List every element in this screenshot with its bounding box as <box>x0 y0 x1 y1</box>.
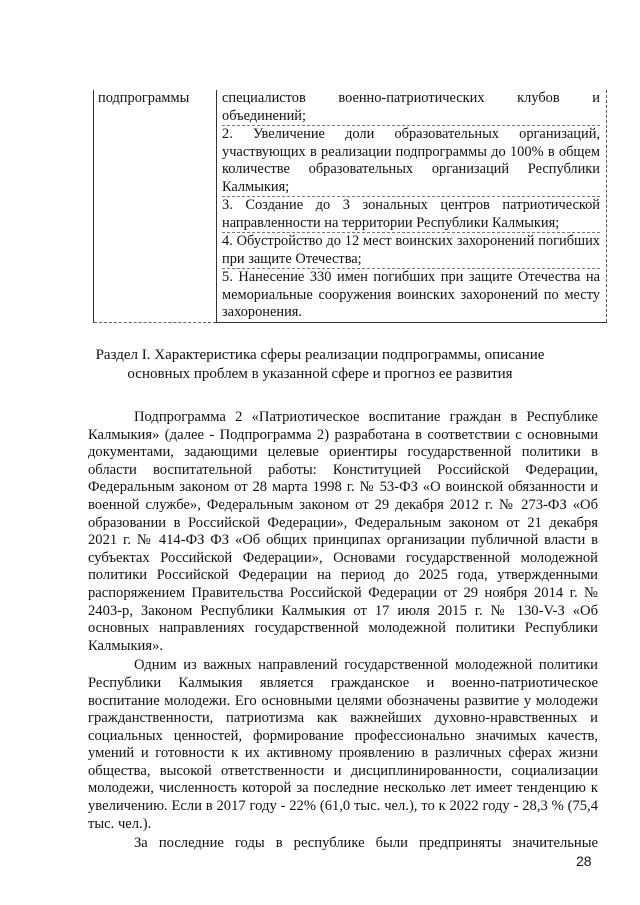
table-item: 4. Обустройство до 12 мест воинских захоронений погибших при защите Отечества; <box>222 233 600 269</box>
section-heading-line: основных проблем в указанной сфере и прогноз ее развития <box>127 366 513 382</box>
table-content-cell <box>217 90 607 322</box>
section-heading-line: Раздел I. Характеристика сферы реализации подпрограммы, описание <box>95 347 545 363</box>
table-item: 2. Увеличение доли образовательных организаций, участвующих в реализации подпрограммы до 100% в общем количестве образовательных организаций Республики Калмыкия; <box>222 126 600 197</box>
paragraph: Подпрограмма 2 «Патриотическое воспитание граждан в Республике Калмыкия» (далее - Подпрограмма 2) разработана в соответствии с основными документами, задающими целевые ориентиры государственной политики в области воспитательной работы: Конституцией Российской Федерации, Федеральным законом от 28 марта 1998 г. № 53-ФЗ «О воинской обязанности и военной службе», Федеральным законом от 29 декабря 2012 г. № 273-ФЗ «Об образовании в Российской Федерации», Федеральным законом от 21 декабря 2021 г. № 414-ФЗ ФЗ «Об общих принципах организации публичной власти в субъектах Российской Федерации», Основами государственной молодежной политики Российской Федерации на период до 2025 года, утвержденными распоряжением Правительства Российской Федерации от 29 ноября 2014 г. № 2403-р, Законом Республики Калмыкия от 17 июля 2015 г. № 130-V-З «Об основных направлениях государственной молодежной политики Республики Калмыкия». <box>88 409 598 654</box>
table-item: 5. Нанесение 330 имен погибших при защите Отечества на мемориальные сооружения воинских захоронений по месту захоронения. <box>222 269 600 320</box>
page-number: 28 <box>576 853 592 869</box>
section-heading <box>80 346 560 384</box>
paragraph: Одним из важных направлений государственной молодежной политики Республики Калмыкия является гражданское и военно-патриотическое воспитание молодежи. Его основными целями обозначены развитие у молодежи гражданственности, патриотизма как важнейших духовно-нравственных и социальных ценностей, формирование профессионально значимых качеств, умений и готовности к их активному проявлению в различных сферах жизни общества, высокой ответственности и дисциплинированности, социализации молодежи, численность которой за последние несколько лет имеет тенденцию к увеличению. Если в 2017 году - 22% (61,0 тыс. чел.), то к 2022 году - 28,3 % (75,4 тыс. чел.). <box>88 657 598 832</box>
table-label: подпрограммы <box>98 90 190 106</box>
table-item: специалистов военно-патриотических клубов и объединений; <box>222 90 600 126</box>
table-item: 3. Создание до 3 зональных центров патриотической направленности на территории Республики Калмыкия; <box>222 197 600 233</box>
body-text <box>88 409 598 855</box>
subprogram-table <box>93 90 607 323</box>
table-label-cell <box>94 90 217 322</box>
paragraph: За последние годы в республике были предприняты значительные <box>134 835 598 852</box>
